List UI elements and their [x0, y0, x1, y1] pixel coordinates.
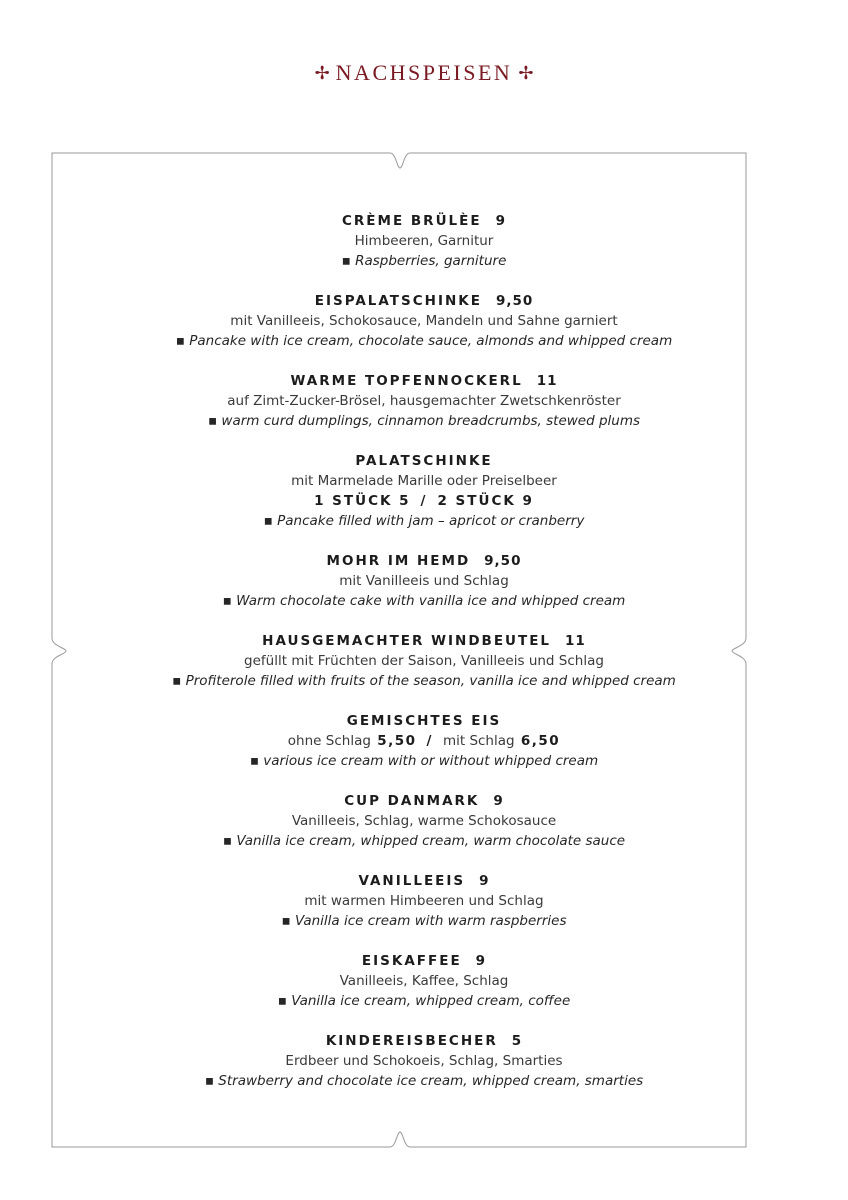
item-name: VANILLEEIS	[358, 873, 466, 889]
item-name: HAUSGEMACHTER WINDBEUTEL	[262, 633, 552, 649]
item-description-en: Vanilla ice cream, whipped cream, coffee	[291, 993, 571, 1009]
item-price: 9	[495, 213, 506, 229]
item-name: MOHR IM HEMD	[326, 553, 471, 569]
item-description-en: various ice cream with or without whipped cream	[263, 753, 599, 769]
item-description-de: mit Vanilleeis, Schokosauce, Mandeln und Sahne garniert	[230, 313, 618, 329]
bullet-icon: ▪	[281, 913, 291, 929]
item-name: CUP DANMARK	[344, 793, 480, 809]
item-description-de: mit warmen Himbeeren und Schlag	[304, 893, 544, 909]
item-name: WARME TOPFENNOCKERL	[290, 373, 523, 389]
item-price: 9	[493, 793, 504, 809]
menu-item-windbeutel	[100, 631, 748, 711]
item-price: 9	[475, 953, 487, 969]
item-description-en: Pancake filled with jam – apricot or cranberry	[277, 513, 585, 529]
price-separator: /	[426, 733, 433, 749]
item-price: 9	[479, 873, 490, 889]
item-description-en: Vanilla ice cream, whipped cream, warm chocolate sauce	[236, 833, 626, 849]
menu-item-gemischtes-eis	[100, 711, 748, 791]
dessert-menu	[100, 211, 748, 1111]
item-price: 9,50	[495, 293, 534, 309]
menu-item-mohr-im-hemd	[100, 551, 748, 631]
item-price: 9,50	[484, 553, 522, 569]
item-price: 11	[536, 373, 558, 389]
ornament-left-icon: ✢	[314, 63, 330, 83]
menu-item-kindereisbecher	[100, 1031, 748, 1111]
item-name: PALATSCHINKE	[355, 453, 493, 469]
item-description-en: Strawberry and chocolate ice cream, whipped cream, smarties	[218, 1073, 644, 1089]
item-description-de: gefüllt mit Früchten der Saison, Vanilleeis und Schlag	[244, 653, 604, 669]
menu-item-vanilleeis	[100, 871, 748, 951]
item-description-en: Profiterole filled with fruits of the season, vanilla ice and whipped cream	[185, 673, 676, 689]
item-price: 11	[565, 633, 586, 649]
item-description-en: Pancake with ice cream, chocolate sauce, almonds and whipped cream	[189, 333, 673, 349]
item-description-en: Raspberries, garniture	[355, 253, 507, 269]
option-without-cream: ohne Schlag	[287, 733, 371, 749]
menu-item-eispalatschinke	[100, 291, 748, 371]
item-description-de: mit Marmelade Marille oder Preiselbeer	[291, 473, 557, 489]
item-description-de: auf Zimt-Zucker-Brösel, hausgemachter Zwetschkenröster	[227, 393, 621, 409]
price-option-one-piece: 1 STÜCK 5	[314, 493, 411, 509]
bullet-icon: ▪	[207, 413, 218, 429]
price-without-cream: 5,50	[377, 733, 417, 749]
ornament-right-icon: ✢	[518, 63, 534, 83]
item-price-options	[100, 491, 748, 511]
bullet-icon: ▪	[341, 253, 351, 269]
bullet-icon: ▪	[222, 833, 233, 849]
menu-item-creme-brulee	[100, 211, 748, 291]
bullet-icon: ▪	[222, 593, 232, 609]
item-description-de: mit Vanilleeis und Schlag	[339, 573, 509, 589]
bullet-icon: ▪	[175, 333, 185, 349]
item-description-de: Erdbeer und Schokoeis, Schlag, Smarties	[285, 1053, 563, 1069]
page-title-text: NACHSPEISEN	[335, 60, 513, 85]
bullet-icon: ▪	[204, 1073, 214, 1089]
item-price: 5	[511, 1033, 523, 1049]
item-name: GEMISCHTES EIS	[346, 713, 502, 729]
item-name: EISKAFFEE	[361, 953, 462, 969]
item-name: CRÈME BRÜLÈE	[342, 213, 482, 229]
bullet-icon: ▪	[172, 673, 182, 689]
bullet-icon: ▪	[277, 993, 287, 1009]
item-name: KINDEREISBECHER	[325, 1033, 498, 1049]
menu-item-warme-topfennockerl	[100, 371, 748, 451]
menu-item-eiskaffee	[100, 951, 748, 1031]
menu-item-palatschinke	[100, 451, 748, 551]
item-description-en: warm curd dumplings, cinnamon breadcrumbs, stewed plums	[221, 413, 641, 429]
item-name: EISPALATSCHINKE	[314, 293, 482, 309]
menu-item-cup-danmark	[100, 791, 748, 871]
price-with-cream: 6,50	[520, 733, 561, 749]
price-option-two-pieces: 2 STÜCK 9	[437, 493, 534, 509]
option-with-cream: mit Schlag	[442, 733, 515, 749]
bullet-icon: ▪	[249, 753, 259, 769]
item-description-en: Warm chocolate cake with vanilla ice and whipped cream	[236, 593, 626, 609]
bullet-icon: ▪	[263, 513, 273, 529]
item-description-en: Vanilla ice cream with warm raspberries	[294, 913, 567, 929]
item-description-de: Vanilleeis, Schlag, warme Schokosauce	[291, 813, 557, 829]
item-description-de: Vanilleeis, Kaffee, Schlag	[339, 973, 509, 989]
item-description-de	[100, 731, 748, 751]
item-description-de: Himbeeren, Garnitur	[354, 233, 494, 249]
price-separator: /	[420, 493, 428, 509]
